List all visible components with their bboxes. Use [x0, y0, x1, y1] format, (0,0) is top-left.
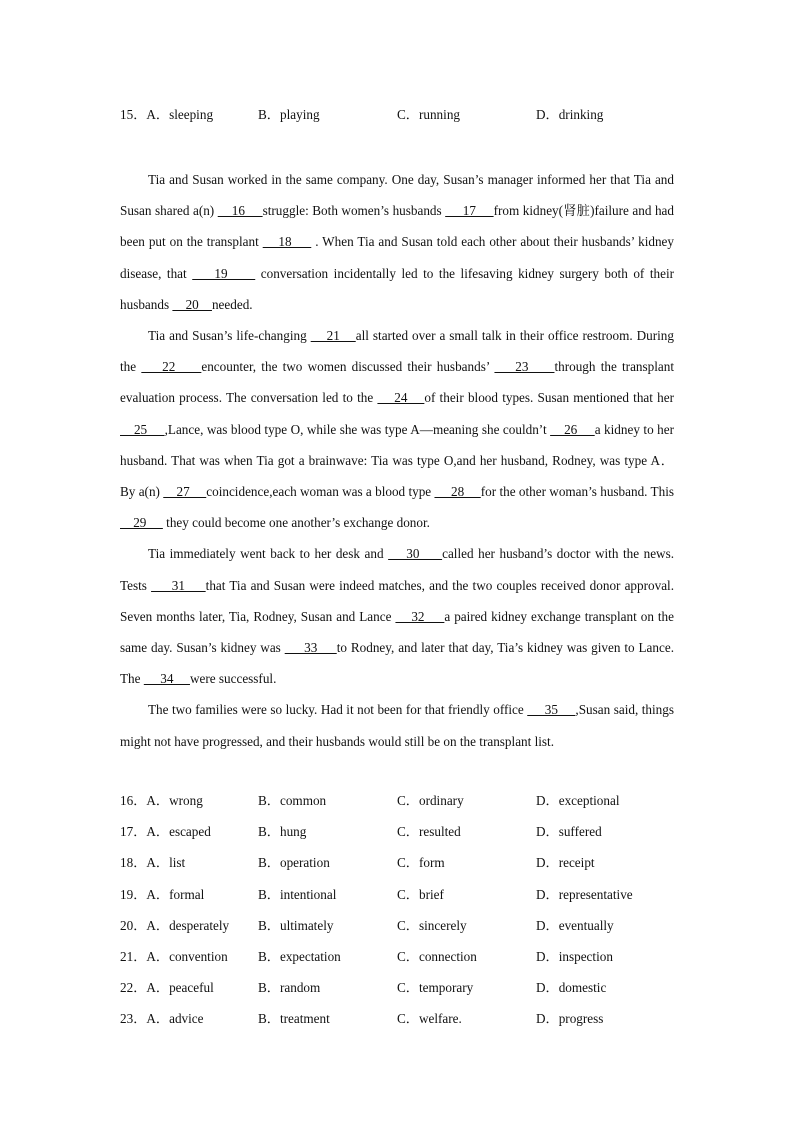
answer-blank: 22 [141, 359, 202, 375]
option-a-text: A．advice [146, 1011, 204, 1027]
q15-a-text: A．sleeping [146, 107, 214, 122]
option-c: C．brief [397, 886, 444, 902]
passage-text: a kidney to her husband. That was when Tia got a brainwave: Tia was type O,and her husband, Rodney, was type A． By a(n) [120, 421, 675, 500]
option-a-text: A．escaped [146, 824, 211, 840]
question-number: 16． [120, 793, 147, 808]
option-a [120, 884, 204, 903]
option-a [120, 821, 211, 840]
option-a-text: A．convention [146, 949, 228, 964]
option-c: C．form [397, 855, 445, 871]
option-b: B．random [258, 980, 321, 996]
answer-blank: 28 [434, 484, 481, 500]
answer-blank: 24 [377, 390, 425, 406]
option-d: D．progress [536, 1011, 604, 1027]
answer-blank: 29 [120, 515, 163, 531]
passage-text: . When Tia and Susan told each other about their husbands’ kidney disease, that [120, 234, 675, 281]
passage-text: Tia and Susan worked in the same company. One day, Susan’s manager informed her that Tia and Susan shared a(n) [120, 172, 674, 219]
question-number: 21． [120, 949, 147, 964]
option-b: B．expectation [258, 949, 341, 964]
option-c: C．temporary [397, 980, 474, 996]
q15-option-a [120, 104, 213, 123]
answer-blank: 33 [284, 640, 337, 656]
option-c: C．ordinary [397, 793, 464, 808]
option-c: C．resulted [397, 824, 461, 840]
answer-blank: 20 [172, 296, 212, 312]
answer-blank: 23 [494, 359, 555, 375]
passage-text: needed. [211, 296, 253, 312]
answer-blank: 25 [120, 421, 165, 437]
question-number: 20． [120, 917, 147, 933]
option-a-text: A．list [146, 855, 186, 871]
answer-blank: 19 [192, 265, 256, 281]
passage-paragraph-1 [120, 164, 674, 320]
q15-number: 15． [120, 107, 147, 122]
passage-text: for the other woman’s husband. This [480, 484, 674, 500]
option-b: B．operation [258, 855, 330, 871]
passage-text: a paired kidney exchange transplant on the same day. Susan’s kidney was [120, 608, 674, 656]
option-d: D．exceptional [536, 793, 620, 808]
passage-text: The two families were so lucky. Had it not been for that friendly office [148, 702, 528, 718]
answer-blank: 18 [262, 234, 312, 250]
option-a [120, 977, 214, 996]
passage-text: struggle: Both women’s husbands [262, 203, 446, 219]
passage-text: of their blood types. Susan mentioned that her [424, 390, 674, 406]
answer-blank: 26 [550, 421, 595, 437]
option-a [120, 852, 185, 871]
passage-text: all started over a small talk in their office restroom. During the [120, 328, 674, 375]
cloze-passage [120, 164, 674, 757]
passage-text: to Rodney, and later that day, Tia’s kidney was given to Lance. The [120, 640, 675, 687]
option-b: B．treatment [258, 1011, 330, 1027]
option-d: D．inspection [536, 949, 613, 964]
q15-option-d: D．drinking [536, 107, 604, 122]
question-number: 23． [120, 1011, 147, 1027]
answer-blank: 35 [527, 702, 576, 718]
option-d: D．domestic [536, 980, 607, 996]
passage-text: encounter, the two women discussed their husbands’ [201, 359, 495, 375]
answer-blank: 17 [445, 203, 494, 219]
passage-text: ,Susan said, things might not have progressed, and their husbands would still be on the transplant list. [120, 702, 674, 749]
question-number: 19． [120, 886, 147, 902]
passage-paragraph-3 [120, 538, 674, 694]
passage-text: from kidney(肾脏)failure and had been put on the transplant [120, 203, 675, 250]
option-c: C．welfare. [397, 1011, 462, 1027]
option-a-text: A．peaceful [146, 980, 214, 996]
passage-text: that Tia and Susan were indeed matches, and the two couples received donor approval. Seven months later, Tia, Rodney, Susan and Lance [120, 577, 675, 624]
option-a [120, 790, 203, 809]
passage-text: coincidence,each woman was a blood type [206, 484, 435, 500]
question-number: 17． [120, 824, 147, 840]
answer-blank: 32 [395, 608, 445, 624]
answer-blank: 31 [151, 577, 206, 593]
answer-blank: 16 [217, 203, 263, 219]
passage-paragraph-4 [120, 694, 674, 756]
option-d: D．suffered [536, 824, 602, 840]
option-a-text: A．formal [146, 886, 205, 902]
passage-text: through the transplant evaluation process. The conversation led to the [120, 359, 675, 406]
passage-text: Tia immediately went back to her desk and [148, 546, 389, 562]
passage-text: they could become one another’s exchange donor. [162, 515, 430, 531]
option-a-text: A．wrong [146, 793, 203, 808]
passage-text: ,Lance, was blood type O, while she was type A—meaning she couldn’t [164, 421, 551, 437]
passage-paragraph-2 [120, 320, 674, 538]
option-b: B．intentional [258, 886, 337, 902]
option-a [120, 915, 229, 934]
option-b: B．hung [258, 824, 307, 840]
answer-blank: 34 [143, 671, 190, 687]
option-a-text: A．desperately [146, 917, 230, 933]
passage-text: conversation incidentally led to the lifesaving kidney surgery both of their husbands [120, 265, 675, 312]
question-number: 22． [120, 980, 147, 996]
passage-text: Tia and Susan’s life-changing [148, 328, 311, 344]
option-a [120, 1008, 204, 1027]
option-b: B．common [258, 793, 327, 808]
passage-text: were successful. [189, 671, 277, 687]
q15-option-b: B．playing [258, 107, 320, 122]
answer-blank: 21 [310, 328, 356, 344]
question-number: 18． [120, 855, 147, 871]
option-b: B．ultimately [258, 917, 334, 933]
option-c: C．connection [397, 949, 477, 964]
answer-blank: 27 [163, 484, 207, 500]
q15-option-c: C．running [397, 107, 461, 122]
option-a [120, 946, 228, 965]
passage-text: called her husband’s doctor with the news. Tests [120, 546, 674, 593]
option-d: D．receipt [536, 855, 595, 871]
option-d: D．eventually [536, 917, 614, 933]
option-d: D．representative [536, 886, 633, 902]
option-c: C．sincerely [397, 917, 467, 933]
answer-blank: 30 [388, 546, 443, 562]
